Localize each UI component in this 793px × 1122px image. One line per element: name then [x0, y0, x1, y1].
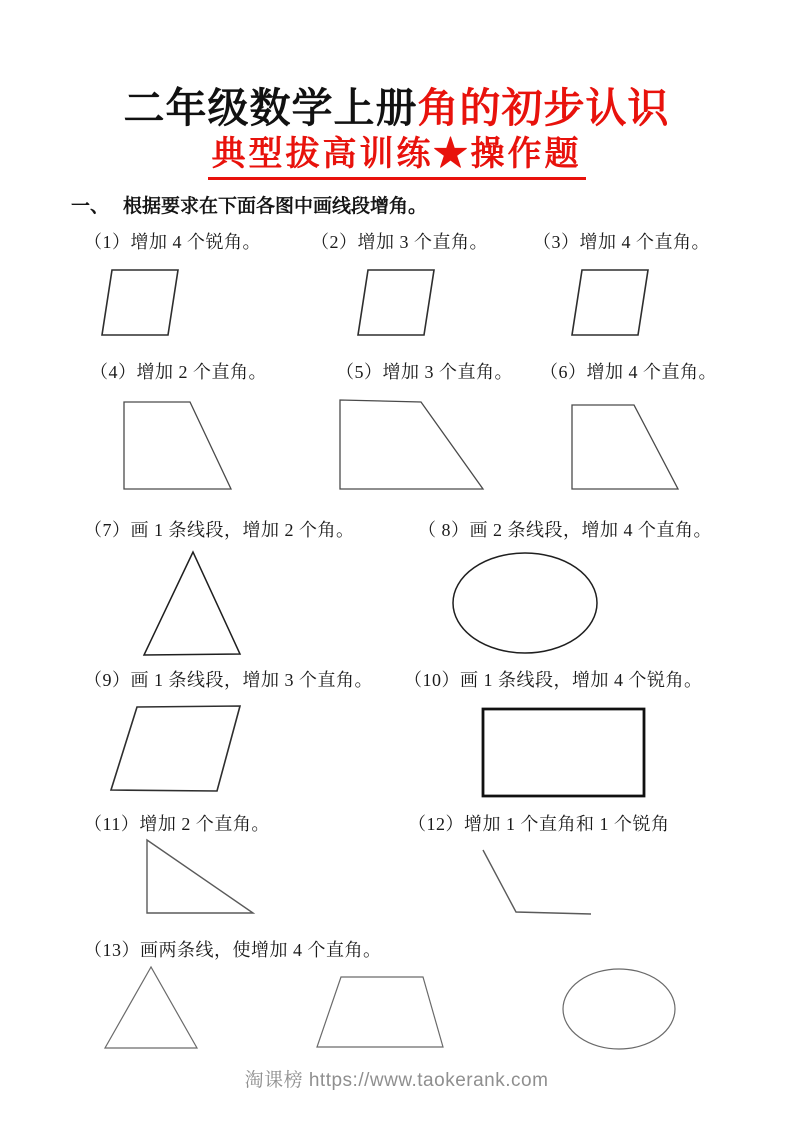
- figure-rectangle-10: [481, 707, 646, 798]
- subtitle-row: [0, 126, 793, 180]
- item-2-label: （2）增加 3 个直角。: [311, 232, 488, 252]
- figure-parallelogram-9: [108, 704, 243, 794]
- section-number: 一、: [71, 196, 110, 217]
- item-1-label: （1）增加 4 个锐角。: [84, 232, 261, 252]
- section-heading: [71, 191, 427, 218]
- item-5-label: （5）增加 3 个直角。: [336, 362, 513, 382]
- item-3-label: （3）增加 4 个直角。: [533, 232, 710, 252]
- title-grade-part: 二年级数学上册: [123, 85, 418, 132]
- title-topic-part: 角的初步认识: [417, 85, 670, 132]
- item-10-label: （10）画 1 条线段，增加 4 个锐角。: [404, 670, 703, 690]
- page-subtitle: 典型拔高训练★操作题: [208, 126, 586, 180]
- item-8-label: （ 8）画 2 条线段，增加 4 个直角。: [418, 520, 712, 540]
- figure-open-angle-12: [480, 846, 594, 917]
- figure-right-trapezoid-4: [122, 400, 234, 492]
- figure-right-triangle-11: [144, 837, 256, 916]
- item-11-label: （11）增加 2 个直角。: [84, 814, 270, 834]
- figure-trapezoid-13b: [314, 975, 446, 1050]
- item-4-label: （4）增加 2 个直角。: [90, 362, 267, 382]
- section-text: 根据要求在下面各图中画线段增角。: [123, 196, 428, 217]
- figure-ellipse-8: [450, 551, 600, 655]
- figure-right-trapezoid-6: [570, 402, 680, 492]
- figure-parallelogram-3: [570, 268, 656, 338]
- figure-triangle-13a: [102, 964, 200, 1051]
- item-9-label: （9）画 1 条线段，增加 3 个直角。: [84, 670, 373, 690]
- item-13-label: （13）画两条线，使增加 4 个直角。: [84, 940, 382, 960]
- item-12-label: （12）增加 1 个直角和 1 个锐角: [408, 814, 670, 834]
- figure-triangle-7: [142, 549, 242, 658]
- item-6-label: （6）增加 4 个直角。: [540, 362, 717, 382]
- figure-ellipse-13c: [561, 967, 678, 1051]
- figure-parallelogram-2: [356, 268, 442, 338]
- figure-right-trapezoid-5: [338, 396, 486, 492]
- figure-parallelogram-1: [100, 268, 186, 338]
- item-7-label: （7）画 1 条线段，增加 2 个角。: [84, 520, 355, 540]
- footer-watermark: 淘课榜 https://www.taokerank.com: [244, 1070, 549, 1091]
